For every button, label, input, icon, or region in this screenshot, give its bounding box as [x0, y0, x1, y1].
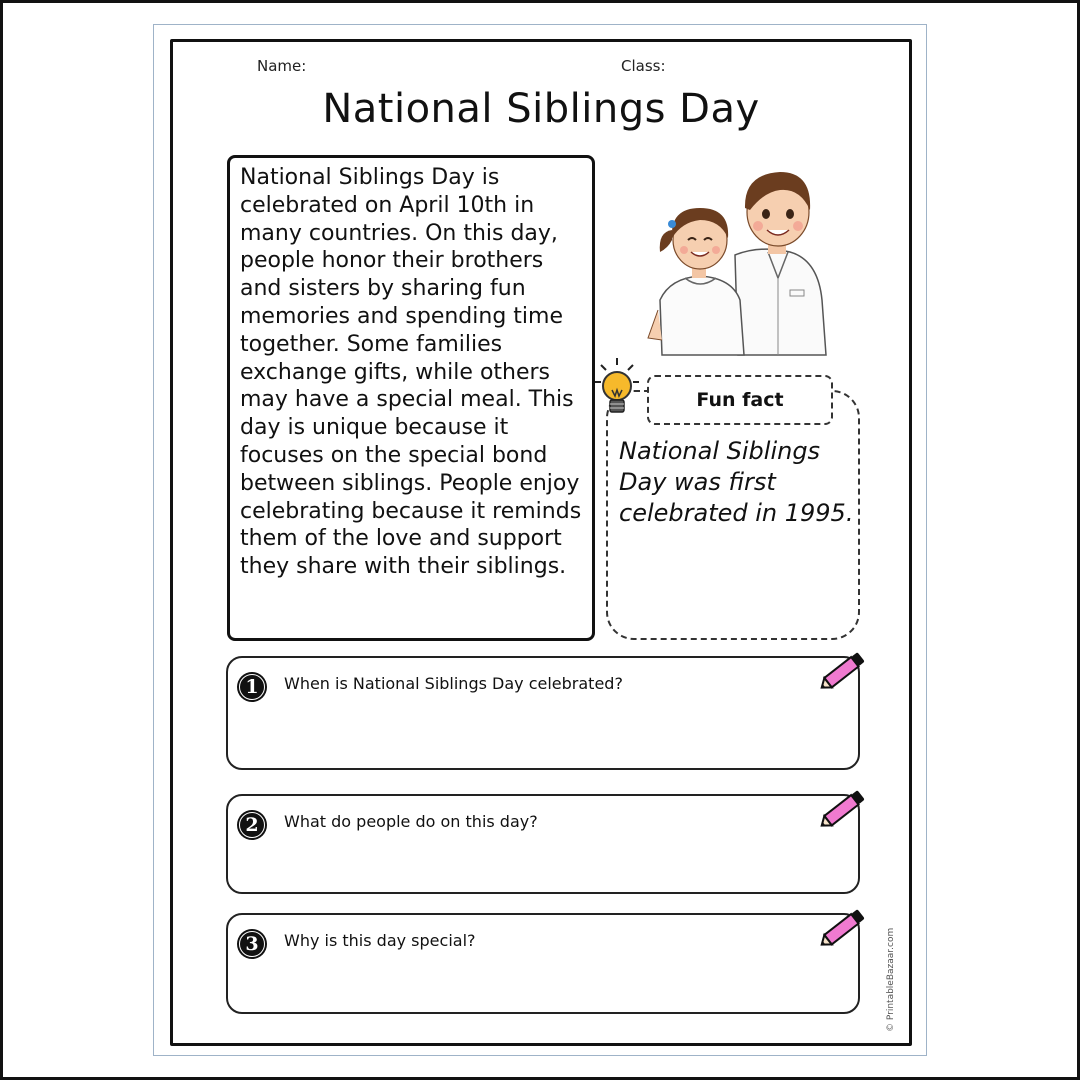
question-number-badge: 2 — [237, 810, 267, 840]
question-box-3[interactable] — [226, 913, 860, 1014]
pencil-icon — [816, 648, 870, 694]
fun-fact-heading: Fun fact — [647, 375, 833, 425]
siblings-illustration — [640, 160, 850, 360]
copyright-notice: © PrintableBazaar.com — [886, 927, 896, 1032]
question-box-2[interactable] — [226, 794, 860, 894]
lightbulb-icon — [592, 356, 642, 422]
pencil-icon — [816, 786, 870, 832]
question-text: Why is this day special? — [284, 931, 476, 950]
question-number-badge: 1 — [237, 672, 267, 702]
question-box-1[interactable] — [226, 656, 860, 770]
fun-fact-text: National Siblings Day was first celebrated in 1995. — [619, 437, 854, 527]
name-label: Name: — [257, 57, 307, 75]
page-title: National Siblings Day — [322, 86, 760, 132]
question-text: When is National Siblings Day celebrated? — [284, 674, 623, 693]
pencil-icon — [816, 905, 870, 951]
question-number-badge: 3 — [237, 929, 267, 959]
reading-passage: National Siblings Day is celebrated on April 10th in many countries. On this day, people honor their brothers and sisters by sharing fun memories and spending time together. Some families exchange gifts, while others may have a special meal. This day is unique because it focuses on the special bond between siblings. People enjoy celebrating because it reminds them of the love and support they share with their siblings. — [227, 155, 595, 641]
question-text: What do people do on this day? — [284, 812, 538, 831]
class-label: Class: — [621, 57, 666, 75]
